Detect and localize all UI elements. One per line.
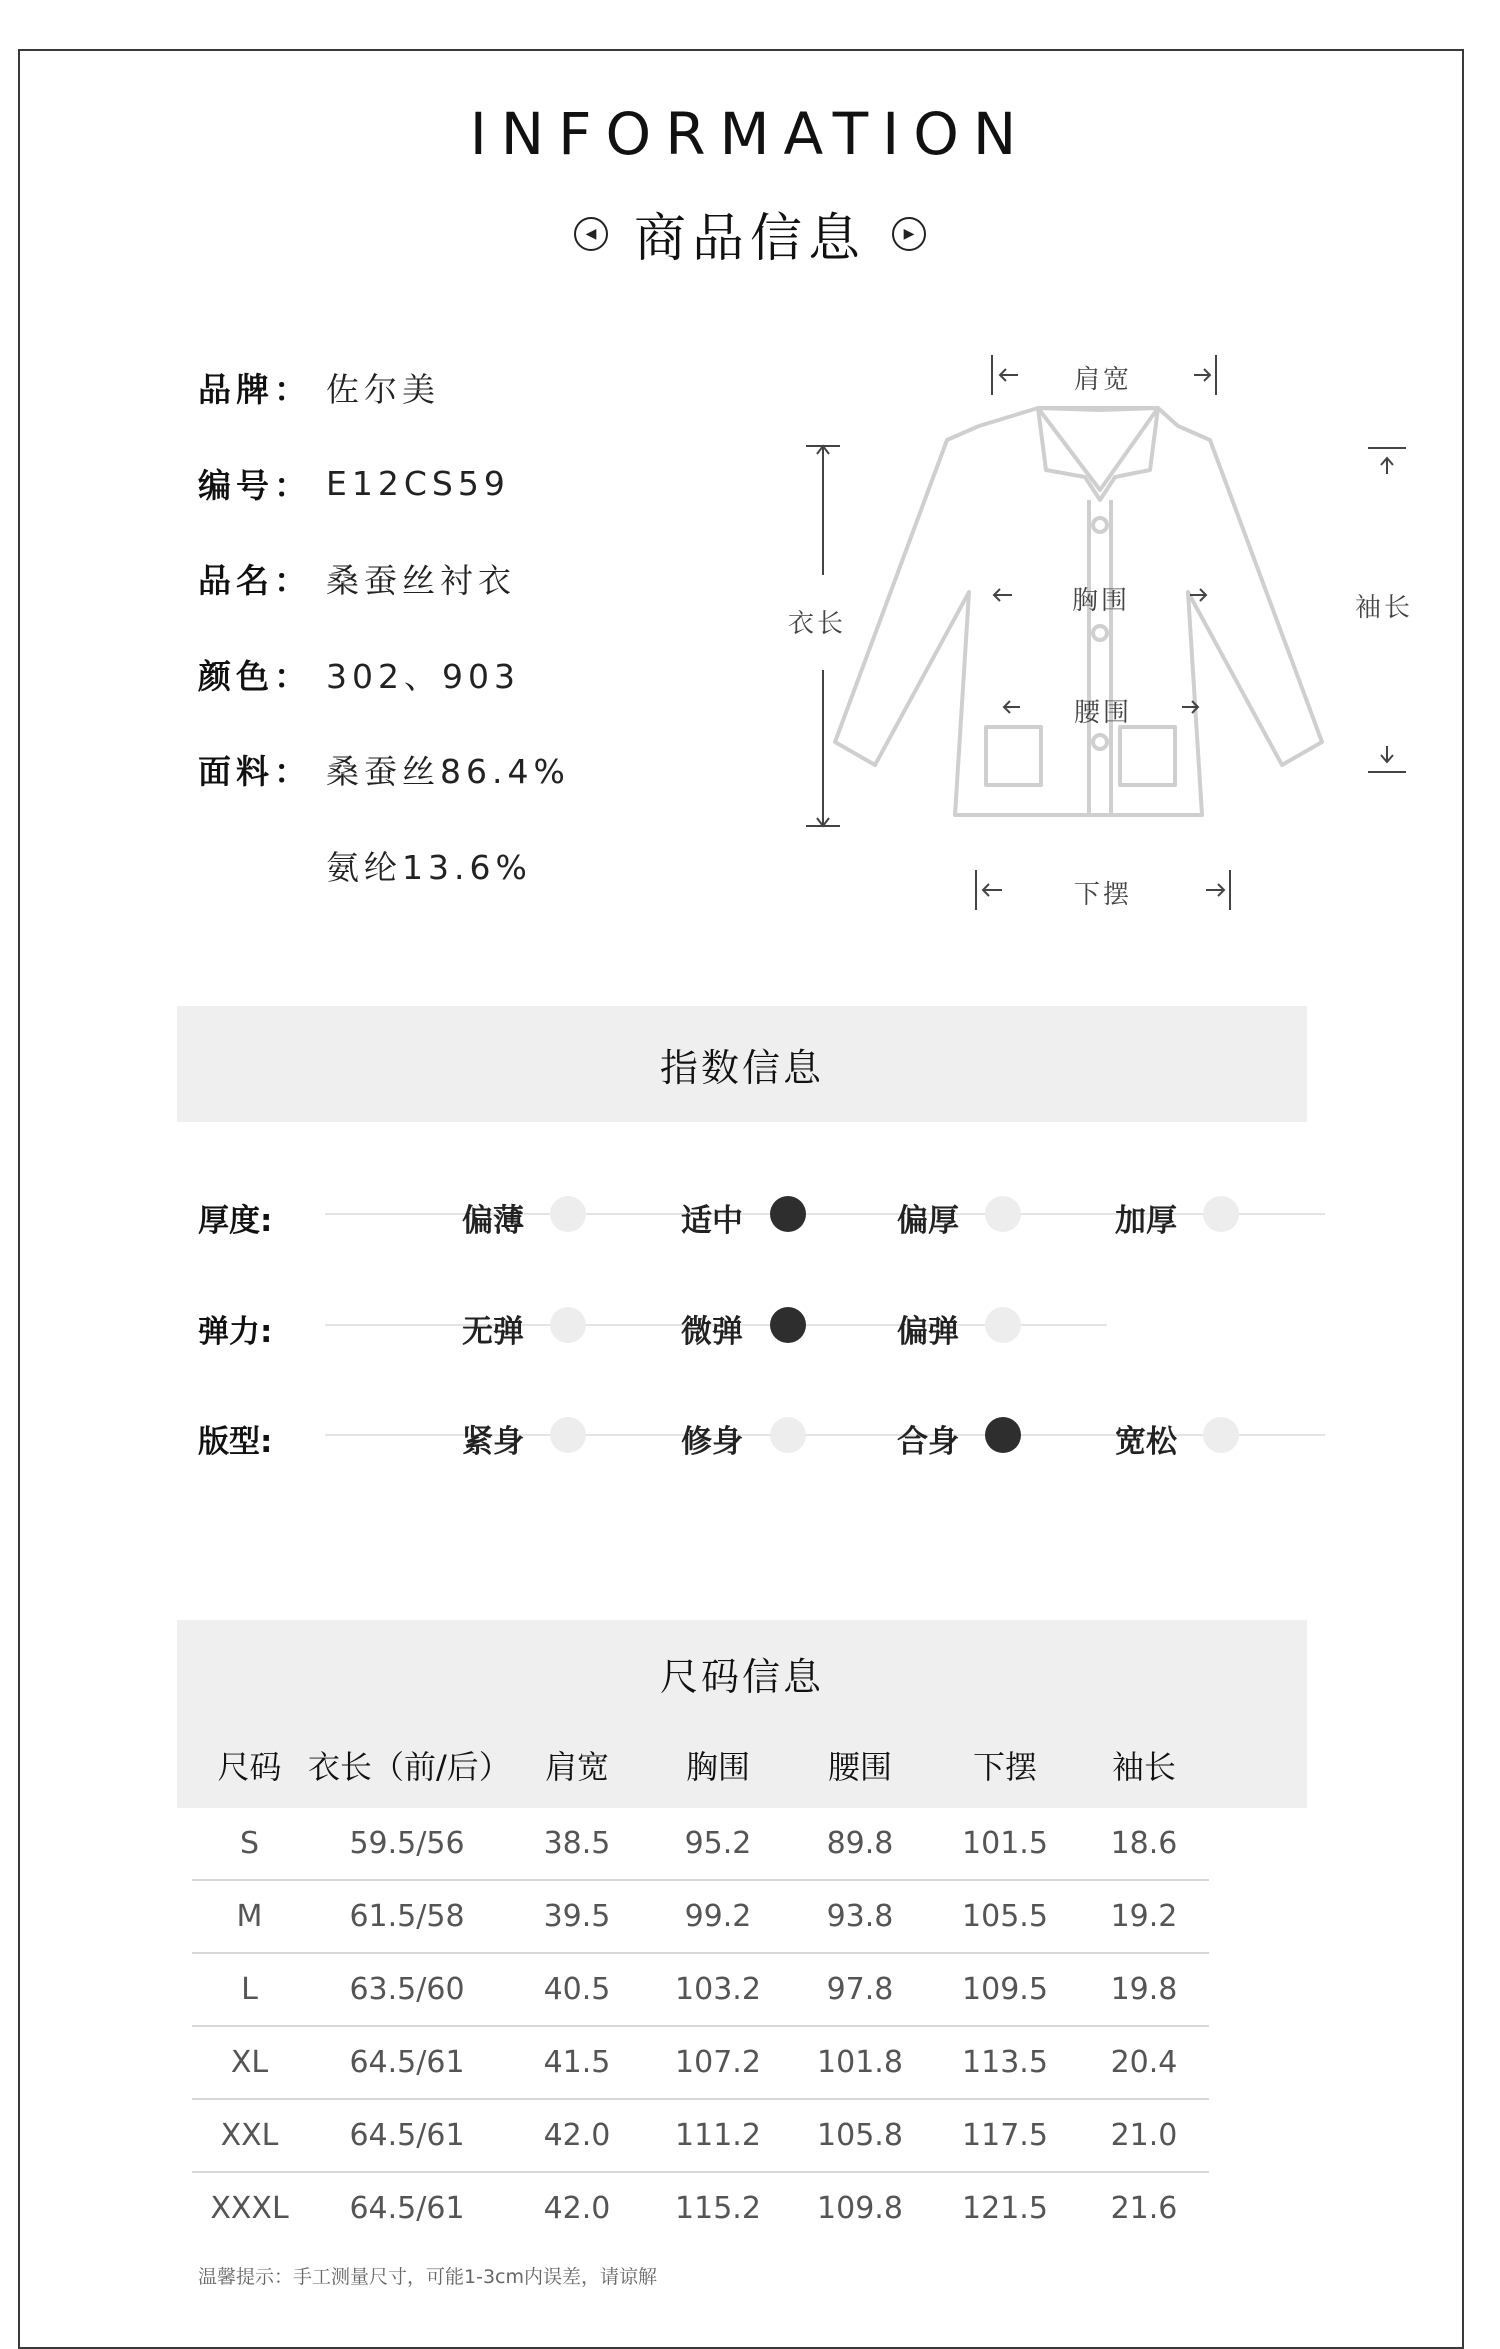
diagram-label-hem: 下摆 — [1074, 880, 1133, 910]
table-cell: 38.5 — [507, 1808, 647, 1880]
table-cell: 64.5/61 — [307, 2099, 507, 2172]
column-header: 尺码 — [217, 1748, 282, 1786]
diagram-label-length: 衣长 — [788, 609, 847, 639]
index-dot-loose — [1203, 1417, 1239, 1453]
title-chinese: 商品信息 — [633, 209, 866, 269]
table-cell: 99.2 — [647, 1880, 789, 1953]
index-option-loose: 宽松 — [1115, 1424, 1177, 1460]
column-header: 袖长 — [1111, 1748, 1176, 1786]
table-cell: 19.8 — [1079, 1953, 1209, 2026]
info-value: 佐尔美 — [326, 370, 440, 410]
size-table-header — [177, 1722, 1307, 1808]
index-option-slight-stretch: 微弹 — [681, 1314, 743, 1350]
info-label: 编号： — [198, 465, 312, 505]
table-cell: 115.2 — [675, 2191, 761, 2226]
table-cell: 42.0 — [543, 2191, 611, 2226]
shirt-collar-v — [1038, 408, 1158, 490]
left-pocket — [986, 727, 1041, 785]
table-cell: 61.5/58 — [307, 1880, 507, 1953]
index-label-fit: 版型: — [198, 1424, 273, 1460]
shirt-button — [1093, 735, 1107, 749]
table-cell: 59.5/56 — [307, 1808, 507, 1880]
table-cell: 64.5/61 — [307, 2026, 507, 2099]
index-option-no-stretch: 无弹 — [462, 1314, 524, 1350]
diagram-label-waist: 腰围 — [1074, 698, 1133, 728]
table-cell: XXL — [192, 2099, 307, 2172]
index-option-slim: 修身 — [681, 1424, 743, 1460]
index-dot-thick — [985, 1196, 1021, 1232]
diagram-label-chest: 胸围 — [1072, 586, 1131, 616]
index-dot-thin — [550, 1196, 586, 1232]
size-section-header: 尺码信息 — [177, 1620, 1307, 1726]
table-row — [177, 1808, 1307, 1880]
table-cell: 107.2 — [647, 2026, 789, 2099]
circle-arrow-right-icon: ▶ — [892, 217, 926, 251]
index-label-elasticity: 弹力: — [198, 1314, 273, 1350]
index-dot-slim — [770, 1417, 806, 1453]
table-cell: 89.8 — [789, 1808, 931, 1880]
table-cell: 40.5 — [507, 1953, 647, 2026]
index-option-stretchy: 偏弹 — [897, 1314, 959, 1350]
table-cell: 97.8 — [789, 1953, 931, 2026]
table-cell: 101.5 — [931, 1808, 1079, 1880]
size-table — [177, 1722, 1307, 2244]
column-header: 衣长（前/后） — [308, 1748, 511, 1786]
shirt-button — [1093, 518, 1107, 532]
table-row — [177, 1880, 1307, 1953]
table-cell: 21.0 — [1079, 2099, 1209, 2172]
shirt-diagram-svg — [0, 0, 1500, 940]
table-cell: 105.8 — [789, 2099, 931, 2172]
table-cell: 121.5 — [962, 2191, 1048, 2226]
table-row — [177, 2026, 1307, 2099]
table-cell: 93.8 — [789, 1880, 931, 1953]
table-cell: 101.8 — [789, 2026, 931, 2099]
table-cell: 42.0 — [507, 2099, 647, 2172]
table-row — [177, 2172, 1307, 2244]
table-cell: 105.5 — [931, 1880, 1079, 1953]
table-cell: 21.6 — [1110, 2191, 1178, 2226]
info-value: 桑蚕丝衬衣 — [326, 561, 516, 601]
index-option-extra-thick: 加厚 — [1115, 1203, 1177, 1239]
index-option-tight: 紧身 — [462, 1424, 524, 1460]
info-value: 氨纶13.6% — [326, 847, 532, 887]
diagram-label-sleeve: 袖长 — [1355, 593, 1414, 623]
shirt-placket — [1089, 500, 1111, 815]
column-header: 下摆 — [972, 1748, 1037, 1786]
info-label: 品牌： — [198, 370, 312, 410]
table-cell: 20.4 — [1079, 2026, 1209, 2099]
table-cell: 19.2 — [1079, 1880, 1209, 1953]
column-header: 腰围 — [827, 1748, 892, 1786]
table-cell: 113.5 — [931, 2026, 1079, 2099]
table-cell: 117.5 — [931, 2099, 1079, 2172]
info-value: E12CS59 — [326, 463, 510, 503]
index-dot-medium — [770, 1196, 806, 1232]
table-cell: XXXL — [210, 2191, 289, 2226]
table-cell: 64.5/61 — [349, 2191, 465, 2226]
title-english: INFORMATION — [469, 100, 1031, 168]
index-dot-extra-thick — [1203, 1196, 1239, 1232]
index-dot-regular — [985, 1417, 1021, 1453]
table-row — [177, 1953, 1307, 2026]
index-label-thickness: 厚度: — [198, 1203, 273, 1239]
table-row — [177, 2099, 1307, 2172]
index-dot-no-stretch — [550, 1307, 586, 1343]
table-cell: XL — [192, 2026, 307, 2099]
index-dot-stretchy — [985, 1307, 1021, 1343]
column-header: 胸围 — [685, 1748, 750, 1786]
measurement-note: 温馨提示：手工测量尺寸，可能1-3cm内误差，请谅解 — [198, 2266, 657, 2288]
index-section-header: 指数信息 — [177, 1006, 1307, 1122]
index-dot-slight-stretch — [770, 1307, 806, 1343]
table-cell: 109.8 — [817, 2191, 903, 2226]
table-cell: 63.5/60 — [307, 1953, 507, 2026]
table-cell: 111.2 — [647, 2099, 789, 2172]
shirt-measurement-diagram — [0, 0, 1500, 940]
info-label: 面料： — [198, 752, 312, 792]
diagram-label-shoulder: 肩宽 — [1074, 365, 1133, 395]
table-cell: S — [192, 1808, 307, 1880]
table-cell: M — [192, 1880, 307, 1953]
right-pocket — [1120, 727, 1175, 785]
info-value: 桑蚕丝86.4% — [326, 752, 570, 792]
index-option-regular: 合身 — [897, 1424, 959, 1460]
info-label: 品名： — [198, 561, 312, 601]
table-cell: L — [192, 1953, 307, 2026]
table-cell: 95.2 — [647, 1808, 789, 1880]
index-option-thick: 偏厚 — [897, 1203, 959, 1239]
table-cell: 39.5 — [507, 1880, 647, 1953]
column-header: 肩宽 — [544, 1748, 609, 1786]
circle-arrow-left-icon: ◀ — [574, 217, 608, 251]
table-cell: 109.5 — [931, 1953, 1079, 2026]
info-value: 302、903 — [326, 656, 520, 696]
index-dot-tight — [550, 1417, 586, 1453]
table-cell: 41.5 — [507, 2026, 647, 2099]
info-label: 颜色： — [198, 656, 312, 696]
index-option-medium: 适中 — [681, 1203, 743, 1239]
table-cell: 18.6 — [1079, 1808, 1209, 1880]
index-option-thin: 偏薄 — [462, 1203, 524, 1239]
table-cell: 103.2 — [647, 1953, 789, 2026]
shirt-button — [1093, 626, 1107, 640]
